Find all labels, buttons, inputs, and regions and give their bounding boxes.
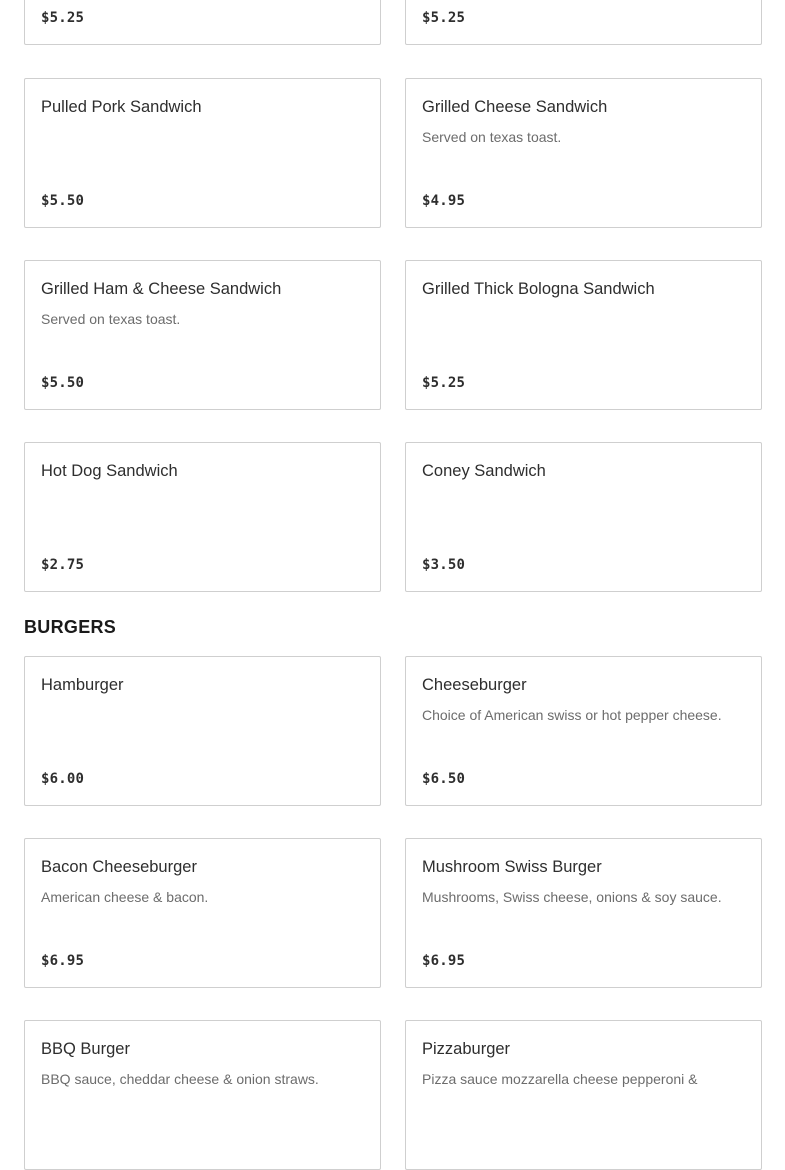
menu-item-card[interactable] (405, 78, 762, 228)
menu-item-card[interactable] (405, 656, 762, 806)
item-description: Served on texas toast. (422, 129, 562, 145)
menu-item-card[interactable] (405, 0, 762, 45)
item-name: BBQ Burger (41, 1040, 130, 1058)
menu-item-card[interactable] (24, 78, 381, 228)
menu-item-card[interactable] (405, 1020, 762, 1170)
item-price: $6.00 (41, 771, 85, 787)
item-name: Grilled Cheese Sandwich (422, 98, 608, 116)
item-name: Pizzaburger (422, 1040, 511, 1058)
menu-item-card[interactable] (24, 838, 381, 988)
item-name: Bacon Cheeseburger (41, 858, 197, 876)
item-price: $3.50 (422, 557, 466, 573)
item-price: $5.50 (41, 375, 85, 391)
menu-item-card[interactable] (24, 442, 381, 592)
item-price: $5.25 (422, 375, 466, 391)
menu-item-card[interactable] (24, 1020, 381, 1170)
section-title-burgers: BURGERS (24, 617, 117, 637)
item-name: Pulled Pork Sandwich (41, 98, 202, 116)
item-description: Pizza sauce mozzarella cheese pepperoni & (422, 1071, 698, 1087)
item-description: Choice of American swiss or hot pepper cheese. (422, 707, 722, 723)
item-name: Cheeseburger (422, 676, 527, 694)
menu-item-card[interactable] (405, 442, 762, 592)
item-price: $6.95 (422, 953, 466, 969)
item-description: Served on texas toast. (41, 311, 181, 327)
item-name: Grilled Ham & Cheese Sandwich (41, 280, 282, 298)
menu-item-card[interactable] (24, 656, 381, 806)
menu-item-card[interactable] (24, 0, 381, 45)
item-name: Grilled Thick Bologna Sandwich (422, 280, 655, 298)
item-price: $6.50 (422, 771, 466, 787)
menu-item-card[interactable] (405, 260, 762, 410)
item-price: $6.95 (41, 953, 85, 969)
item-name: Hamburger (41, 676, 124, 694)
item-description: BBQ sauce, cheddar cheese & onion straws. (41, 1071, 319, 1087)
item-name: Coney Sandwich (422, 462, 546, 480)
item-price: $5.25 (41, 10, 85, 26)
item-description: Mushrooms, Swiss cheese, onions & soy sauce. (422, 889, 722, 905)
item-price: $5.50 (41, 193, 85, 209)
item-name: Mushroom Swiss Burger (422, 858, 602, 876)
menu-item-card[interactable] (405, 838, 762, 988)
item-description: American cheese & bacon. (41, 889, 209, 905)
menu-item-card[interactable] (24, 260, 381, 410)
item-price: $2.75 (41, 557, 85, 573)
item-name: Hot Dog Sandwich (41, 462, 178, 480)
item-price: $5.25 (422, 10, 466, 26)
item-price: $4.95 (422, 193, 466, 209)
